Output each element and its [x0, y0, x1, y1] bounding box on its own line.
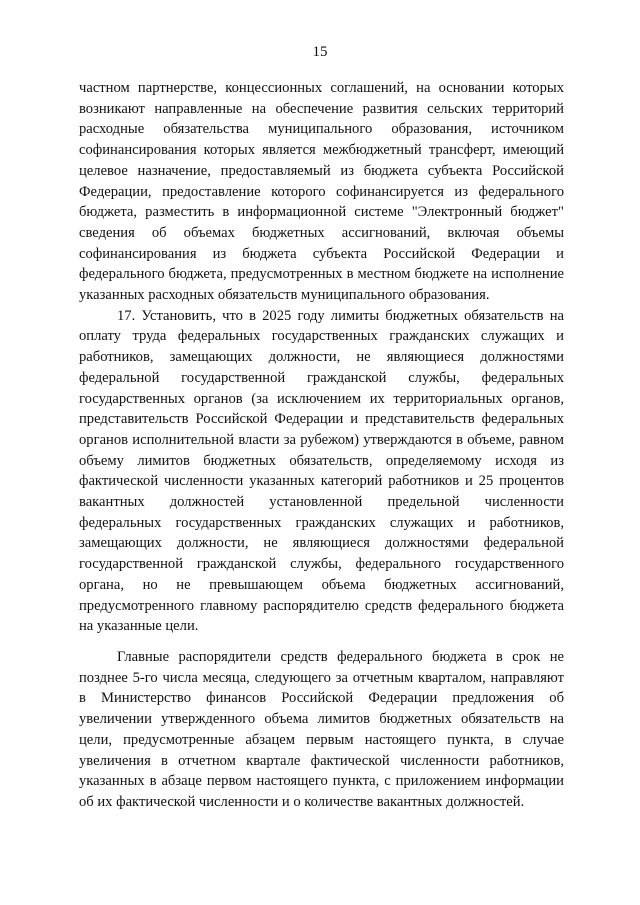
page-number: 15	[312, 44, 328, 60]
paragraph-item-17: 17. Установить, что в 2025 году лимиты бюджетных обязательств на оплату труда федеральных государственных гражданских служащих и работников, замещающих должности, не являющиеся должностями федеральной государственной гражданской службы, федеральных государственных органов (за исключением их территориальных органов, представительств Российской Федерации и представительств федеральных органов исполнительной власти за рубежом) утверждаются в объеме, равном объему лимитов бюджетных обязательств, определяемому исходя из фактической численности указанных категорий работников и 25 процентов вакантных должностей установленной предельной численности федеральных государственных гражданских служащих и работников, замещающих должности, не являющиеся должностями федеральной государственной гражданской службы, федерального государственного органа, но не превышающем объема бюджетных ассигнований, предусмотренного главному распорядителю средств федерального бюджета на указанные цели.	[79, 307, 564, 635]
document-body	[79, 78, 564, 813]
paragraph-continuation: частном партнерстве, концессионных соглашений, на основании которых возникают направленные на обеспечение развития сельских территорий расходные обязательства муниципального образования, источником софинансирования которых является межбюджетный трансферт, имеющий целевое назначение, предоставляемый из бюджета субъекта Российской Федерации, предоставление которого софинансируется из федерального бюджета, разместить в информационной системе "Электронный бюджет" сведения об объемах бюджетных ассигнований, включая объемы софинансирования из бюджета субъекта Российской Федерации и федерального бюджета, предусмотренных в местном бюджете на исполнение указанных расходных обязательств муниципального образования.	[79, 80, 564, 304]
paragraph-chief-managers: Главные распорядители средств федерального бюджета в срок не позднее 5-го числа месяца, следующего за отчетным кварталом, направляют в Министерство финансов Российской Федерации предложения об увеличении утвержденного объема лимитов бюджетных обязательств на цели, предусмотренные абзацем первым настоящего пункта, в случае увеличения в отчетном квартале фактической численности работников, указанных в абзаце первом настоящего пункта, с приложением информации об их фактической численности и о количестве вакантных должностей.	[79, 648, 564, 810]
